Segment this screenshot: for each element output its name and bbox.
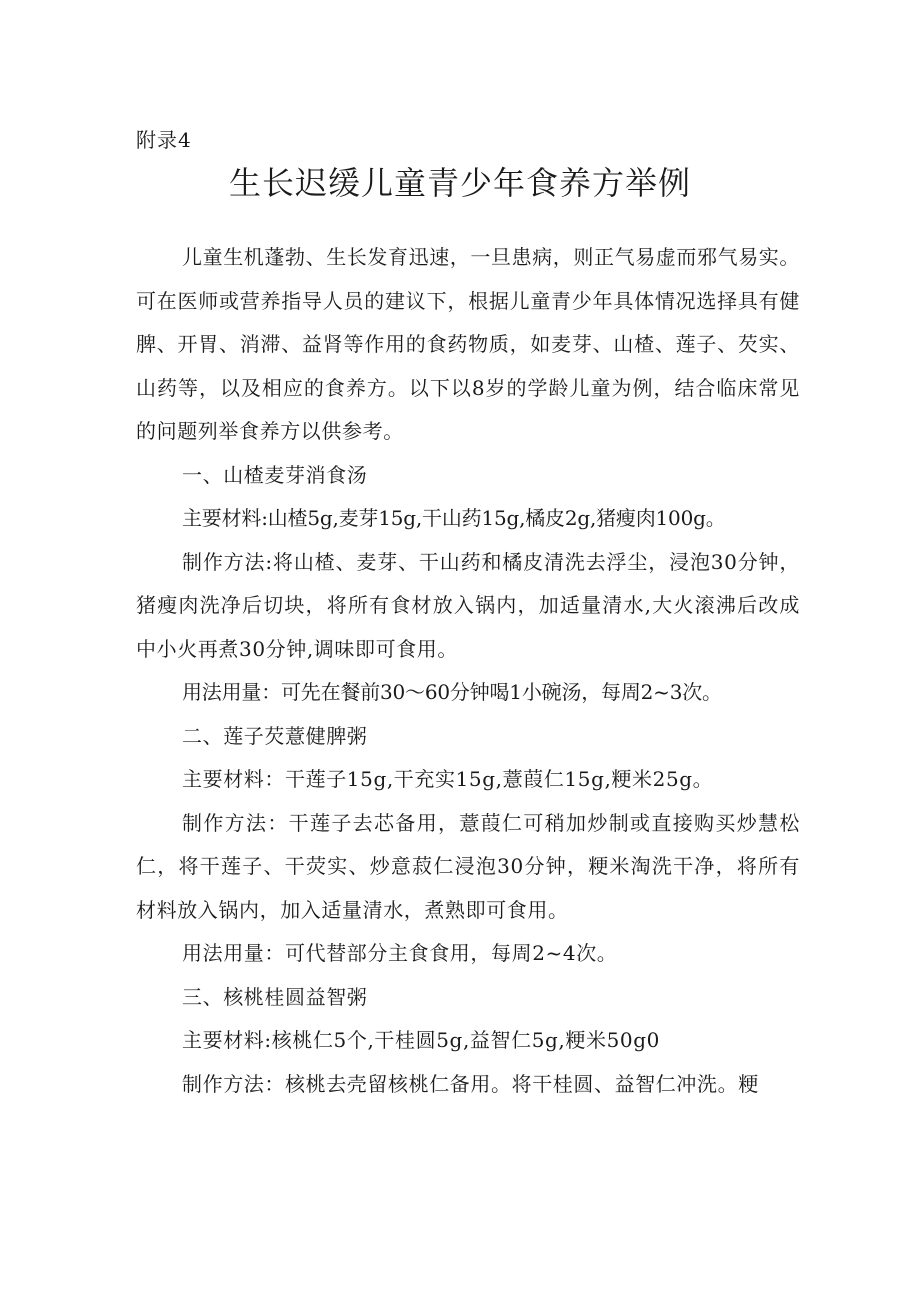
recipe-3-method: 制作方法：核桃去壳留核桃仁备用。将干桂圆、益智仁冲洗。粳 [182,1071,759,1096]
document-body [136,236,800,1106]
recipe-1-usage: 用法用量：可先在餐前30～60分钟喝1小碗汤，每周2~3次。 [182,680,722,704]
recipe-3-heading: 三、核桃桂圆益智粥 [182,984,368,1009]
recipe-2-usage: 用法用量：可代替部分主食食用，每周2~4次。 [182,941,618,965]
intro-paragraph: 儿童生机蓬勃、生长发育迅速，一旦患病，则正气易虚而邪气易实。可在医师或营养指导人员的建议下，根据儿童青少年具体情况选择具有健脾、开胃、消滞、益肾等作用的食药物质，如麦芽、山楂、莲子、芡实、山药等，以及相应的食养方。以下以8岁的学龄儿童为例，结合临床常见的问题列举食养方以供参考。 [136,245,800,443]
recipe-2-heading: 二、莲子芡薏健脾粥 [182,723,368,748]
recipe-1-heading: 一、山楂麦芽消食汤 [182,462,368,487]
recipe-1-method: 制作方法:将山楂、麦芽、干山药和橘皮清洗去浮尘，浸泡30分钟，猪瘦肉洗净后切块，将所有食材放入锅内，加适量清水,大火滚沸后改成中小火再煮30分钟,调味即可食用。 [136,549,800,661]
recipe-2-method: 制作方法：干莲子去芯备用，薏葭仁可稍加炒制或直接购买炒慧松仁，将干莲子、干荧实、炒意菽仁浸泡30分钟，粳米淘洗干净，将所有材料放入锅内，加入适量清水，煮熟即可食用。 [136,810,800,922]
recipe-3-ingredients: 主要材料:核桃仁5个,干桂圆5g,益智仁5g,粳米50g0 [182,1028,660,1052]
appendix-label: 附录4 [136,128,192,152]
recipe-1-ingredients: 主要材料:山楂5g,麦芽15g,干山药15g,橘皮2g,猪瘦肉100g。 [182,506,726,530]
page-title: 生长迟缓儿童青少年食养方举例 [228,164,691,202]
recipe-2-ingredients: 主要材料：干莲子15g,干充实15g,薏葭仁15g,粳米25g。 [182,767,714,791]
